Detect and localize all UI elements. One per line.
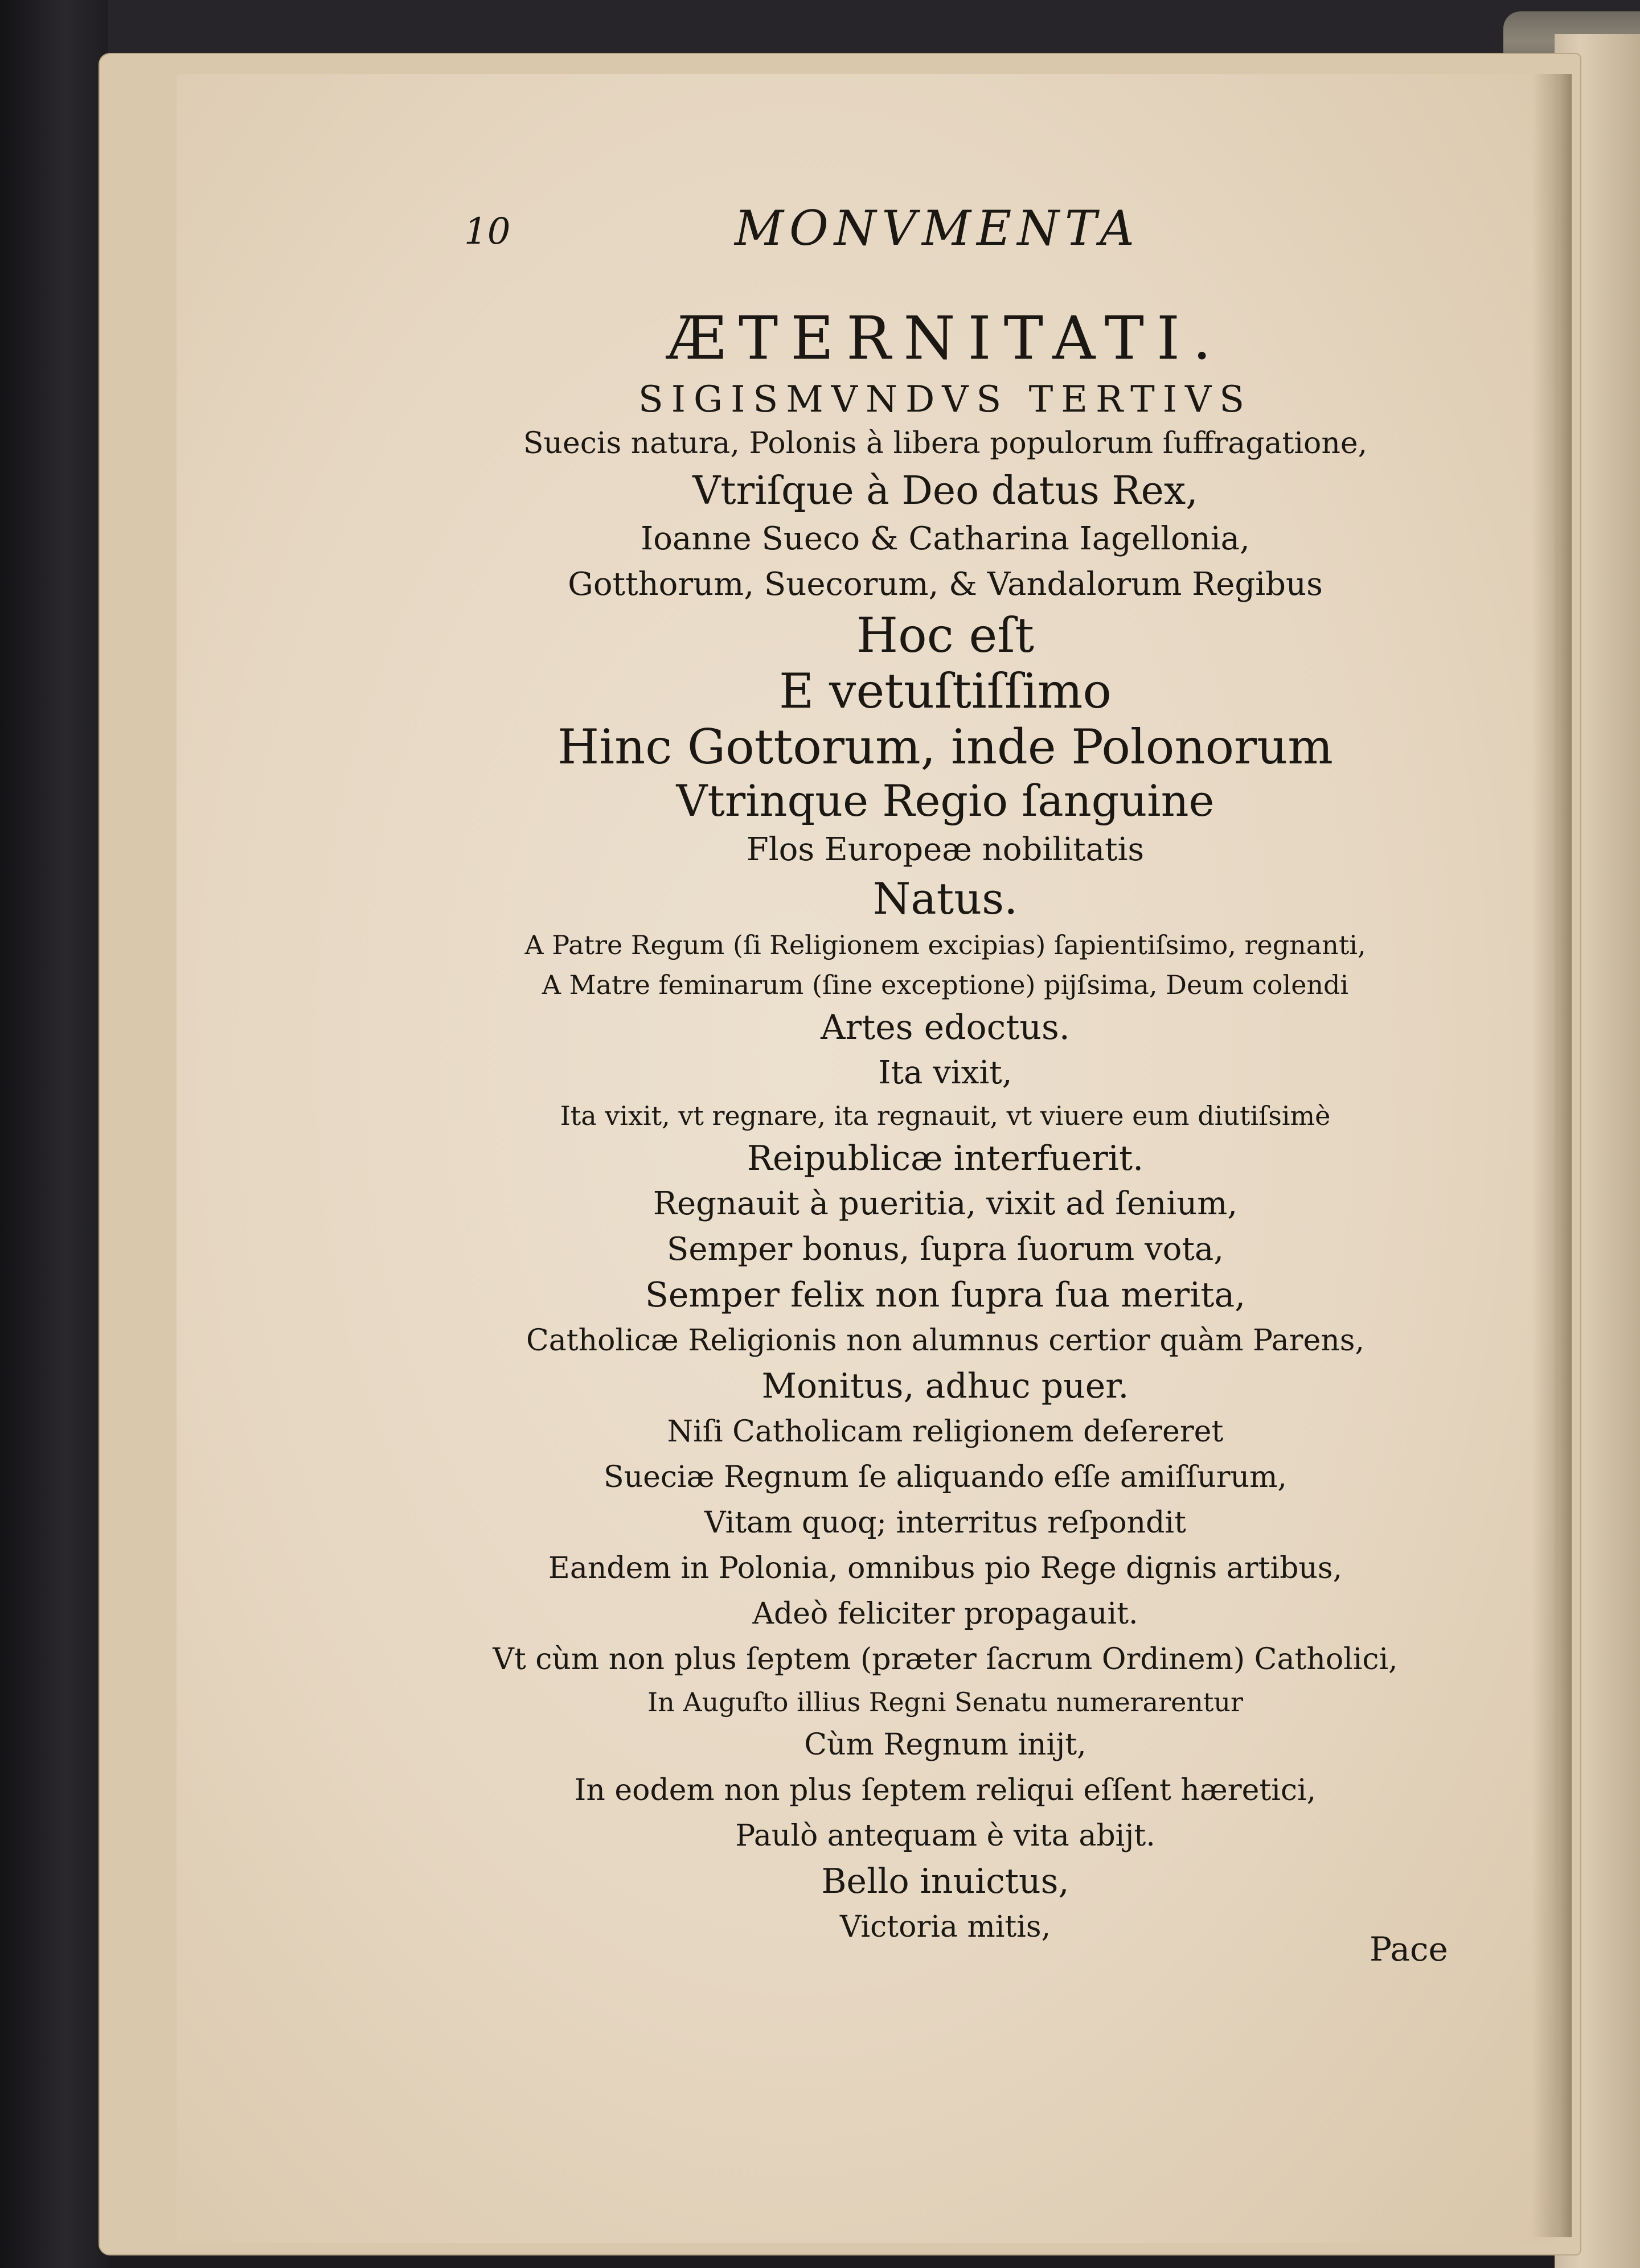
inscription-line: Catholicæ Religionis non alumnus certior quàm Parens, bbox=[526, 1324, 1365, 1358]
scanner-backdrop-left bbox=[0, 0, 108, 2268]
inscription-title: ÆTERNITATI. bbox=[666, 303, 1224, 373]
inscription-text bbox=[433, 202, 1458, 1950]
page-number: 10 bbox=[464, 211, 511, 253]
inscription-line: Vtrinque Regio ſanguine bbox=[676, 775, 1215, 826]
inscription-line: Cùm Regnum inijt, bbox=[804, 1728, 1086, 1762]
inscription-line: Bello inuictus, bbox=[821, 1862, 1069, 1901]
inscription-line: Eandem in Polonia, omnibus pio Rege dignis artibus, bbox=[548, 1551, 1343, 1585]
scanner-backdrop-top bbox=[0, 0, 1640, 63]
inscription-line: Hoc eſt bbox=[856, 607, 1035, 663]
inscription-line: Natus. bbox=[872, 873, 1018, 924]
inscription-line: Sueciæ Regnum ſe aliquando eſſe amiſſurum, bbox=[604, 1460, 1287, 1494]
inscription-line: Hinc Gottorum, inde Polonorum bbox=[557, 719, 1333, 775]
page-gutter-shadow bbox=[1532, 74, 1572, 2237]
inscription-line: In eodem non plus ſeptem reliqui eſſent hæretici, bbox=[574, 1773, 1317, 1807]
inscription-line: Flos Europeæ nobilitatis bbox=[746, 831, 1145, 868]
inscription-line: Niſi Catholicam religionem deſereret bbox=[667, 1415, 1224, 1449]
inscription-line: Monitus, adhuc puer. bbox=[761, 1366, 1129, 1406]
catchword: Pace bbox=[1370, 1930, 1448, 1969]
inscription-line: Semper bonus, ſupra ſuorum vota, bbox=[666, 1231, 1224, 1268]
inscription-line: A Patre Regum (ſi Religionem excipias) ſapientiſsimo, regnanti, bbox=[524, 930, 1366, 960]
inscription-line: Adeò feliciter propagauit. bbox=[752, 1597, 1138, 1631]
inscription-line: A Matre feminarum (ſine exceptione) pijſsima, Deum colendi bbox=[542, 969, 1349, 1000]
inscription-line: E vetuſtiſſimo bbox=[778, 663, 1112, 719]
running-header: MONVMENTA bbox=[735, 200, 1140, 256]
inscription-line: Ita vixit, vt regnare, ita regnauit, vt viuere eum diutiſsimè bbox=[560, 1100, 1331, 1131]
inscription-line: Vt cùm non plus ſeptem (præter ſacrum Ordinem) Catholici, bbox=[493, 1642, 1398, 1677]
inscription-line: Vtriſque à Deo datus Rex, bbox=[692, 469, 1198, 513]
inscription-line: Victoria mitis, bbox=[839, 1910, 1051, 1944]
inscription-line: SIGISMVNDVS TERTIVS bbox=[638, 379, 1253, 421]
inscription-line: Suecis natura, Polonis à libera populorum ſuffragatione, bbox=[523, 426, 1368, 461]
inscription-line: Reipublicæ interfuerit. bbox=[747, 1139, 1144, 1178]
inscription-line: Regnauit à pueritia, vixit ad ſenium, bbox=[653, 1185, 1238, 1222]
inscription-line: Paulò antequam è vita abijt. bbox=[735, 1819, 1155, 1853]
inscription-line: Vitam quoq; interritus reſpondit bbox=[704, 1506, 1186, 1540]
inscription-line: Semper felix non ſupra ſua merita, bbox=[645, 1275, 1246, 1315]
inscription-line: Ita vixit, bbox=[878, 1054, 1012, 1091]
inscription-line: Gotthorum, Suecorum, & Vandalorum Regibus bbox=[568, 566, 1323, 603]
inscription-line: In Auguſto illius Regni Senatu numerarentur bbox=[647, 1687, 1244, 1718]
inscription-line: Artes edoctus. bbox=[821, 1008, 1070, 1047]
inscription-line: Ioanne Sueco & Catharina Iagellonia, bbox=[641, 520, 1250, 557]
